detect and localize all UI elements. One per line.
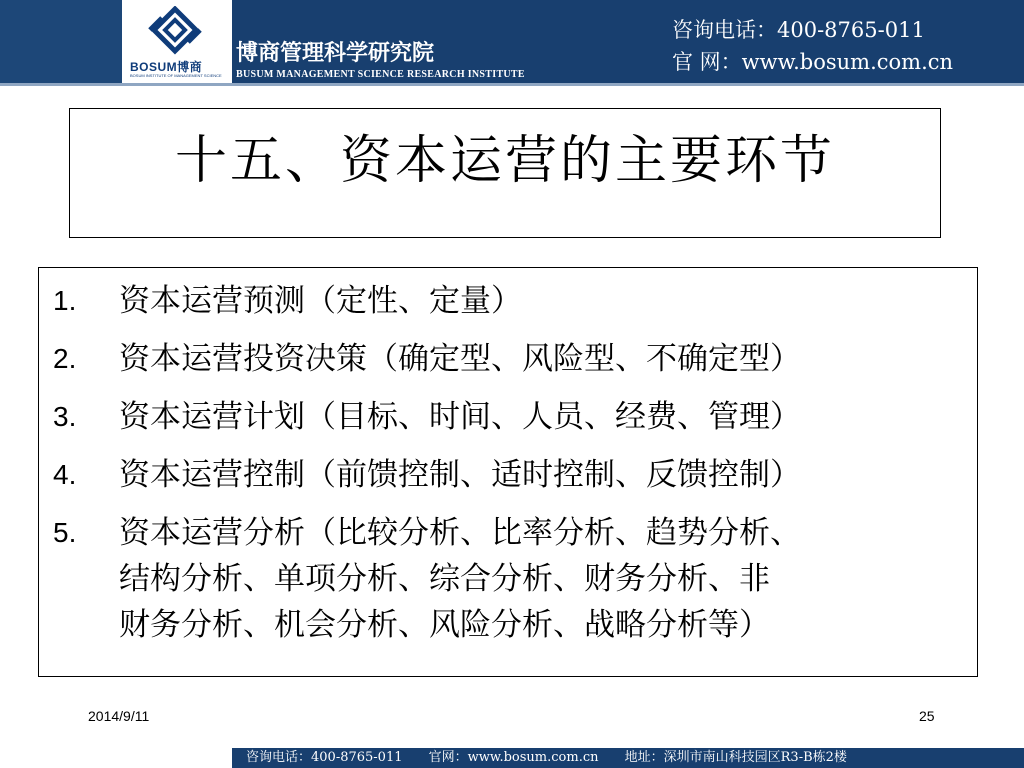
footer-contact: [246, 750, 869, 766]
list-item-text: [119, 515, 977, 643]
header-contact: [672, 14, 953, 78]
header-left-strip: [0, 0, 122, 83]
list-item-text: 资本运营计划（目标、时间、人员、经费、管理）: [119, 399, 801, 435]
header-divider: [0, 83, 1024, 86]
list-item-number: 5.: [53, 517, 77, 548]
footer-website[interactable]: 官网：www.bosum.com.cn: [428, 750, 599, 765]
header-banner: [0, 0, 1024, 83]
list-item-number: 3.: [53, 401, 77, 432]
logo-subtitle: BOSUM INSTITUTE OF MANAGEMENT SCIENCE: [130, 73, 222, 78]
institute-name-en: BUSUM MANAGEMENT SCIENCE RESEARCH INSTITUTE: [236, 69, 525, 80]
logo: [122, 0, 232, 83]
list-item-text: 资本运营投资决策（确定型、风险型、不确定型）: [119, 341, 801, 377]
bosum-logo-icon: [144, 6, 206, 56]
list-item-line: 结构分析、单项分析、综合分析、财务分析、非: [119, 561, 770, 597]
list-item-text: 资本运营控制（前馈控制、适时控制、反馈控制）: [119, 457, 801, 493]
title-box: [69, 108, 941, 238]
slide-title: 十五、资本运营的主要环节: [174, 131, 835, 191]
header-website[interactable]: 官 网：www.bosum.com.cn: [672, 50, 954, 74]
logo-wordmark: BOSUM博商: [130, 60, 203, 74]
content-box: [38, 267, 978, 677]
institute-name-cn: 博商管理科学研究院: [236, 40, 435, 66]
footer-address: 地址：深圳市南山科技园区R3-B栋2楼: [624, 750, 847, 765]
footer-phone: 咨询电话：400-8765-011: [246, 750, 403, 765]
list-item-number: 1.: [53, 285, 77, 316]
list-item-number: 4.: [53, 459, 77, 490]
list-item-line: 资本运营分析（比较分析、比率分析、趋势分析、: [119, 515, 801, 551]
list-item-number: 2.: [53, 343, 77, 374]
page-number: 25: [919, 708, 935, 724]
footer-bar: [232, 748, 1024, 768]
header-phone: 咨询电话：400-8765-011: [672, 18, 925, 42]
list-item-line: 财务分析、机会分析、风险分析、战略分析等）: [119, 607, 770, 643]
list-item-text: 资本运营预测（定性、定量）: [119, 283, 522, 319]
slide-date: 2014/9/11: [88, 708, 150, 724]
